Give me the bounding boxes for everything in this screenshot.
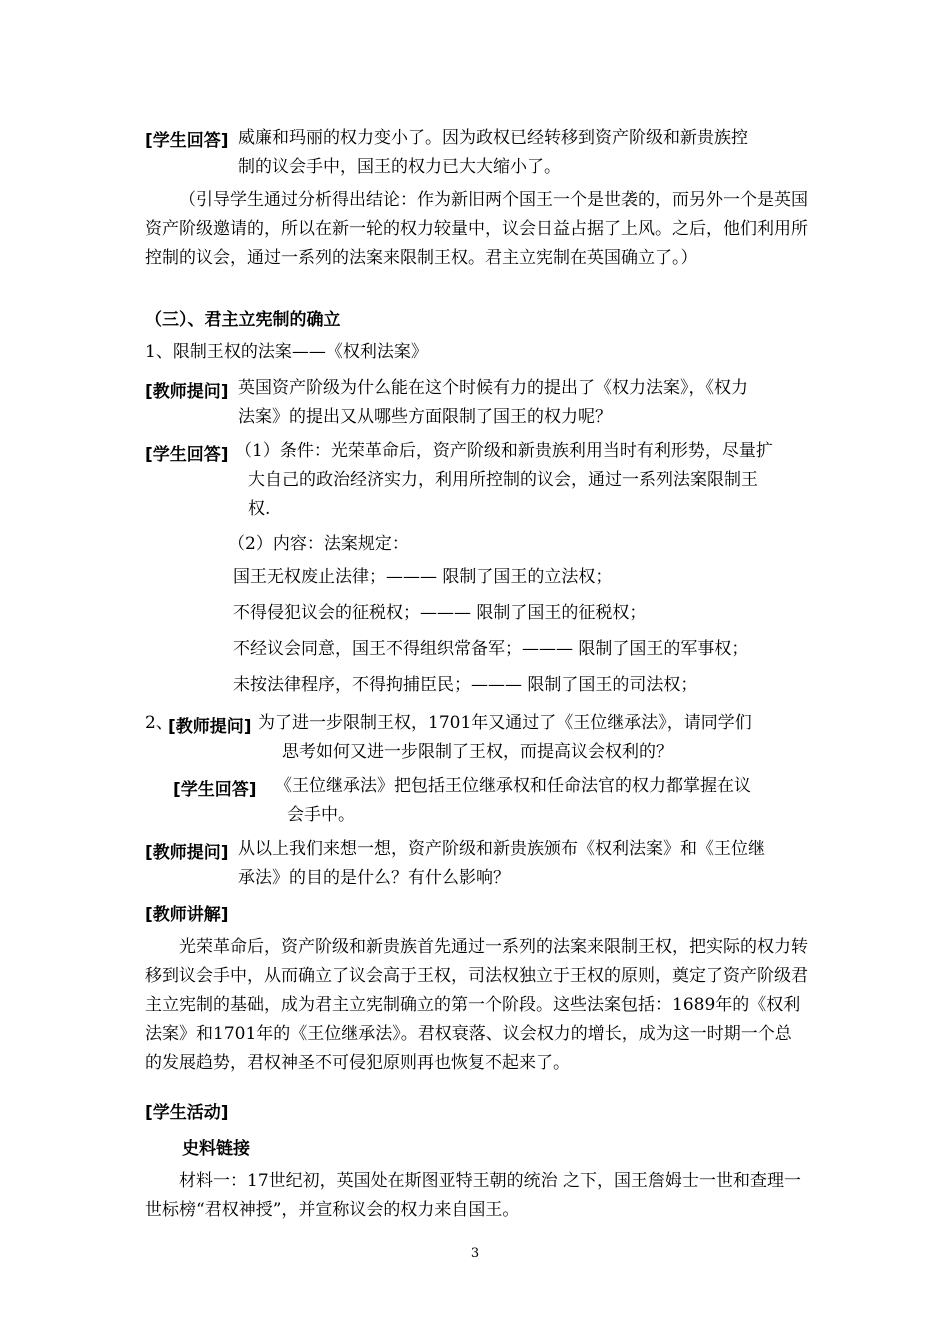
- section-heading: （三）、君主立宪制的确立: [145, 310, 341, 330]
- teacher-question-tag: [教师提问]: [145, 382, 229, 402]
- student-answer-tag: [学生回答]: [173, 780, 257, 800]
- explain-paragraph: 光荣革命后，资产阶级和新贵族首先通过一系列的法案来限制王权，把实际的权力转移到议会手中，从而确立了议会高于王权，司法权独立于王权的原则，奠定了资产阶级君主立宪制的基础，成为君主立宪制确立的第一个阶段。这些法案包括：1689年的《权利法案》和1701年的《王位继承法》。君权衰落、议会权力的增长，成为这一时期一个总的发展趋势，君权神圣不可侵犯原则再也恢复不起来了。: [145, 937, 808, 1073]
- student-answer-tag: [学生回答]: [145, 131, 229, 151]
- provision-item: 未按法律程序，不得拘捕臣民；——— 限制了国王的司法权；: [233, 675, 698, 695]
- provision-item: 国王无权废止法律；——— 限制了国王的立法权；: [233, 567, 613, 587]
- student-answer-line: 威廉和玛丽的权力变小了。因为政权已经转移到资产阶级和新贵族控: [238, 128, 748, 148]
- content-label: （2）内容：法案规定：: [228, 534, 409, 554]
- teacher-question-line: 思考如何又进一步限制了王权，而提高议会权利的？: [282, 742, 673, 762]
- teacher-question-tag: [教师提问]: [145, 843, 229, 863]
- teacher-question-tag: [教师提问]: [168, 717, 252, 737]
- student-answer-line: 权.: [248, 499, 271, 519]
- page-number: 3: [470, 1246, 480, 1261]
- student-answer-line: 制的议会手中，国王的权力已大大缩小了。: [238, 157, 561, 177]
- teacher-question-line: 法案》的提出又从哪些方面限制了国王的权力呢？: [238, 407, 612, 427]
- teacher-question-line: 从以上我们来想一想，资产阶级和新贵族颁布《权利法案》和《王位继: [238, 839, 765, 859]
- student-answer-line: （1）条件：光荣革命后，资产阶级和新贵族利用当时有利形势，尽量扩: [235, 441, 773, 461]
- student-answer-line: 大自己的政治经济实力，利用所控制的议会，通过一系列法案限制王: [248, 470, 758, 490]
- teacher-question-line: 英国资产阶级为什么能在这个时候有力的提出了《权力法案》，《权力: [238, 378, 748, 398]
- provision-item: 不经议会同意，国王不得组织常备军；——— 限制了国王的军事权；: [233, 639, 749, 659]
- provision-item: 不得侵犯议会的征税权；——— 限制了国王的征税权；: [233, 603, 647, 623]
- student-activity-tag: [学生活动]: [145, 1103, 229, 1123]
- teacher-question-line: 为了进一步限制王权，1701年又通过了《王位继承法》，请同学们: [258, 713, 752, 733]
- student-answer-line: 《王位继承法》把包括王位继承权和任命法官的权力都掌握在议: [275, 776, 751, 796]
- material-paragraph: 材料一：17世纪初，英国处在斯图亚特王朝的统治 之下，国王詹姆士一世和查理一世标榜“君权神授”，并宣称议会的权力来自国王。: [145, 1171, 802, 1220]
- guide-paragraph: （引导学生通过分析得出结论：作为新旧两个国王一个是世袭的，而另外一个是英国资产阶级邀请的，所以在新一轮的权力较量中，议会日益占据了上风。之后，他们利用所控制的议会，通过一系列的法案来限制王权。君主立宪制在英国确立了。）: [145, 190, 808, 268]
- student-answer-tag: [学生回答]: [145, 445, 229, 465]
- item-number: 2、: [145, 713, 173, 733]
- history-link-heading: 史料链接: [182, 1139, 250, 1159]
- subheading: 1、限制王权的法案——《权利法案》: [145, 342, 428, 362]
- teacher-question-line: 承法》的目的是什么？有什么影响？: [238, 868, 510, 888]
- student-answer-line: 会手中。: [287, 805, 355, 825]
- teacher-explain-tag: [教师讲解]: [145, 905, 229, 925]
